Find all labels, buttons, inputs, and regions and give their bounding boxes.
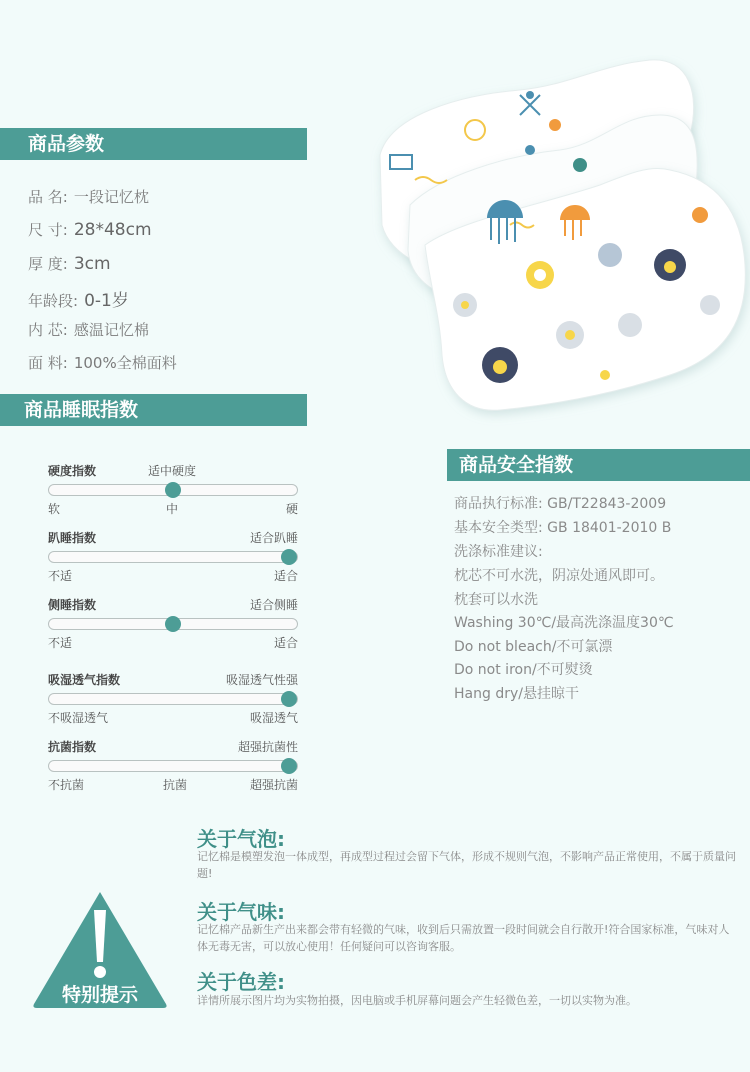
safety-standard: 商品执行标准: GB/T22843-2009 [454, 496, 667, 512]
safety-header: 商品安全指数 [447, 449, 750, 481]
param-value: 28*48cm [73, 220, 152, 240]
param-size-row [28, 219, 152, 240]
scale-side-sleep [48, 596, 298, 650]
scale-knob [281, 758, 297, 774]
scale-tick: 中 [166, 502, 179, 516]
scale-hardness [48, 462, 298, 516]
param-value: 感温记忆棉 [73, 321, 149, 339]
special-notice-label: 特别提示 [61, 984, 138, 1006]
param-name-row [28, 186, 149, 207]
scale-prone-sleep [48, 529, 298, 583]
scale-tick: 不吸湿透气 [48, 711, 109, 725]
scale-tick: 硬 [285, 502, 298, 516]
scale-name: 吸湿透气指数 [48, 673, 121, 687]
param-label: 年龄段: [28, 292, 79, 310]
scale-breathability [48, 671, 298, 725]
scale-track [48, 693, 298, 705]
param-label: 面 料: [28, 354, 68, 372]
safety-line: Hang dry/悬挂晾干 [454, 686, 579, 702]
scale-track [48, 484, 298, 496]
scale-tick: 不抗菌 [48, 778, 85, 792]
scale-level: 超强抗菌性 [237, 740, 298, 754]
scale-tick: 适合 [273, 569, 298, 583]
safety-line: 枕芯不可水洗，阴凉处通风即可。 [454, 568, 664, 584]
tip-color-text: 详情所展示图片均为实物拍摄，因电脑或手机屏幕问题会产生轻微色差，一切以实物为准。 [197, 994, 637, 1007]
tip-bubbles-text: 记忆棉是模塑发泡一体成型，再成型过程过会留下气体，形成不规则气泡，不影响产品正常使用，不属于质量问题! [197, 850, 736, 880]
param-label: 尺 寸: [28, 221, 68, 239]
tip-odor-text: 记忆棉产品新生产出来都会带有轻微的气味，收到后只需放置一段时间就会自行散开!符合国家标准，气味对人体无毒无害，可以放心使用！任何疑问可以咨询客服。 [197, 923, 730, 953]
sleep-header: 商品睡眠指数 [0, 394, 307, 426]
scale-knob [165, 482, 181, 498]
scale-tick: 不适 [48, 636, 73, 650]
params-header: 商品参数 [0, 128, 307, 160]
scale-name: 硬度指数 [48, 464, 97, 478]
param-value: 100%全棉面料 [73, 354, 177, 372]
pillow-image [370, 55, 750, 430]
scale-level: 适中硬度 [148, 464, 197, 478]
param-label: 厚 度: [28, 255, 68, 273]
param-thickness-row [28, 253, 111, 274]
param-value: 一段记忆枕 [73, 188, 149, 206]
scale-knob [165, 616, 181, 632]
param-value: 0-1岁 [84, 291, 129, 311]
scale-name: 抗菌指数 [48, 740, 97, 754]
scale-antibacterial [48, 738, 298, 792]
param-fabric-row [28, 352, 177, 373]
scale-name: 侧睡指数 [48, 598, 97, 612]
scale-level: 适合趴睡 [249, 531, 298, 545]
scale-track [48, 551, 298, 563]
safety-line: Do not bleach/不可氯漂 [454, 639, 613, 655]
tip-color-title: 关于色差: [197, 970, 285, 994]
scale-tick: 软 [48, 502, 61, 516]
safety-line: Washing 30℃/最高洗涤温度30℃ [454, 615, 674, 631]
safety-wash-heading: 洗涤标准建议: [454, 544, 543, 560]
safety-type: 基本安全类型: GB 18401-2010 B [454, 520, 672, 536]
scale-tick: 不适 [48, 569, 73, 583]
scale-tick: 超强抗菌 [249, 778, 298, 792]
scale-knob [281, 549, 297, 565]
param-age-row [28, 286, 129, 311]
scale-tick: 适合 [273, 636, 298, 650]
scale-track [48, 618, 298, 630]
scale-track [48, 760, 298, 772]
safety-line: 枕套可以水洗 [454, 592, 538, 608]
scale-name: 趴睡指数 [48, 531, 97, 545]
special-notice-badge [30, 888, 170, 1014]
scale-level: 吸湿透气性强 [225, 673, 298, 687]
scale-tick: 吸湿透气 [249, 711, 298, 725]
scale-tick: 抗菌 [163, 778, 188, 792]
scale-knob [281, 691, 297, 707]
tip-bubbles-title: 关于气泡: [197, 827, 285, 851]
param-core-row [28, 319, 149, 340]
scale-level: 适合侧睡 [249, 598, 298, 612]
param-value: 3cm [73, 254, 111, 274]
tip-odor-title: 关于气味: [197, 900, 285, 924]
param-label: 品 名: [28, 188, 68, 206]
safety-line: Do not iron/不可熨烫 [454, 662, 593, 678]
param-label: 内 芯: [28, 321, 68, 339]
